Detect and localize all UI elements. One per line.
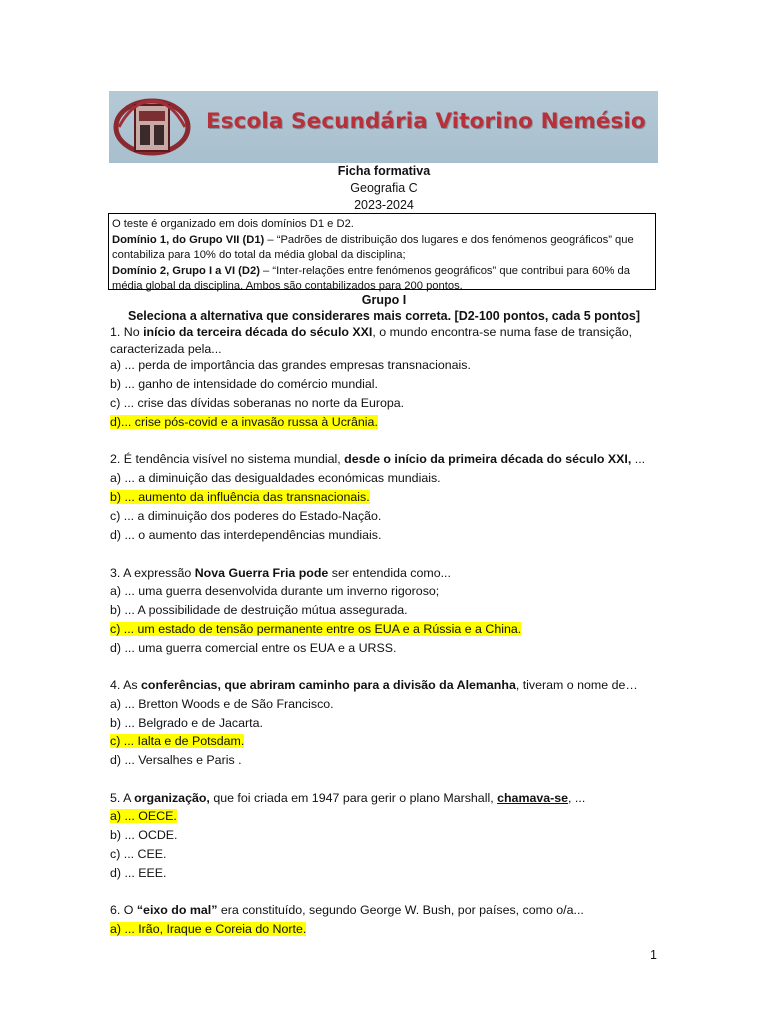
q5-option-c: c) ... CEE.	[110, 847, 167, 861]
q1-option-c: c) ... crise das dívidas soberanas no norte da Europa.	[110, 396, 405, 410]
domain-1-cont: contabiliza para 10% do total da média global da disciplina;	[112, 249, 406, 262]
q4-option-c: c) ... Ialta e de Potsdam.	[110, 734, 245, 748]
q5-option-d: d) ... EEE.	[110, 866, 167, 880]
school-banner	[109, 91, 658, 163]
q5-option-b: b) ... OCDE.	[110, 828, 178, 842]
q2-option-b: b) ... aumento da influência das transnacionais.	[110, 490, 370, 504]
question-1-cont: caracterizada pela...	[110, 342, 222, 356]
q6-option-a: a) ... Irão, Iraque e Coreia do Norte.	[110, 922, 307, 936]
domain-2-label: Domínio 2, Grupo I a VI (D2)	[112, 264, 260, 277]
domain-2-text	[112, 264, 652, 280]
school-crest-icon	[113, 97, 191, 157]
question-1: 1. No início da terceira década do século XXI, o mundo encontra-se numa fase de transição,	[110, 325, 633, 339]
q5-option-a: a) ... OECE.	[110, 809, 177, 823]
q3-option-b: b) ... A possibilidade de destruição mútua assegurada.	[110, 603, 408, 617]
q2-option-d: d) ... o aumento das interdependências mundiais.	[110, 528, 382, 542]
intro-line: O teste é organizado em dois domínios D1 e D2.	[112, 218, 354, 230]
school-year: 2023-2024	[354, 198, 414, 212]
domain-1-text	[112, 233, 652, 249]
question-3: 3. A expressão Nova Guerra Fria pode ser entendida como...	[110, 566, 451, 580]
school-name: Escola Secundária Vitorino Nemésio	[206, 109, 646, 134]
domain-2-cont: média global da disciplina. Ambos são contabilizados para 200 pontos.	[112, 280, 463, 293]
q3-option-a: a) ... uma guerra desenvolvida durante um inverno rigoroso;	[110, 584, 440, 598]
q3-option-d: d) ... uma guerra comercial entre os EUA e a URSS.	[110, 641, 397, 655]
question-6: 6. O “eixo do mal” era constituído, segundo George W. Bush, por países, como o/a...	[110, 903, 584, 917]
q4-option-a: a) ... Bretton Woods e de São Francisco.	[110, 697, 334, 711]
question-2: 2. É tendência visível no sistema mundial, desde o início da primeira década do século XXI, ...	[110, 452, 646, 466]
domain-2-desc: – “Inter-relações entre fenómenos geográficos” que contribui para 60% da	[259, 264, 630, 277]
q1-option-d: d)... crise pós-covid e a invasão russa à Ucrânia.	[110, 415, 378, 429]
group-instruction: Seleciona a alternativa que considerares mais correta. [D2-100 pontos, cada 5 pontos]	[128, 309, 640, 323]
question-4: 4. As conferências, que abriram caminho para a divisão da Alemanha, tiveram o nome de…	[110, 678, 638, 692]
q4-option-b: b) ... Belgrado e de Jacarta.	[110, 716, 263, 730]
q4-option-d: d) ... Versalhes e Paris .	[110, 753, 242, 767]
q3-option-c: c) ... um estado de tensão permanente entre os EUA e a Rússia e a China.	[110, 622, 522, 636]
q2-option-c: c) ... a diminuição dos poderes do Estado-Nação.	[110, 509, 382, 523]
question-5: 5. A organização, que foi criada em 1947 para gerir o plano Marshall, chamava-se, ...	[110, 791, 586, 805]
subject: Geografia C	[350, 181, 418, 195]
page-number: 1	[650, 948, 657, 962]
q1-option-b: b) ... ganho de intensidade do comércio mundial.	[110, 377, 378, 391]
group-title: Grupo I	[361, 293, 407, 307]
doc-type: Ficha formativa	[337, 164, 431, 178]
q1-option-a: a) ... perda de importância das grandes empresas transnacionais.	[110, 358, 471, 372]
domain-1-desc: – “Padrões de distribuição dos lugares e dos fenómenos geográficos” que	[264, 233, 634, 246]
intro-box	[108, 213, 656, 293]
q2-option-a: a) ... a diminuição das desigualdades económicas mundiais.	[110, 471, 441, 485]
domain-1-label: Domínio 1, do Grupo VII (D1)	[112, 233, 265, 246]
